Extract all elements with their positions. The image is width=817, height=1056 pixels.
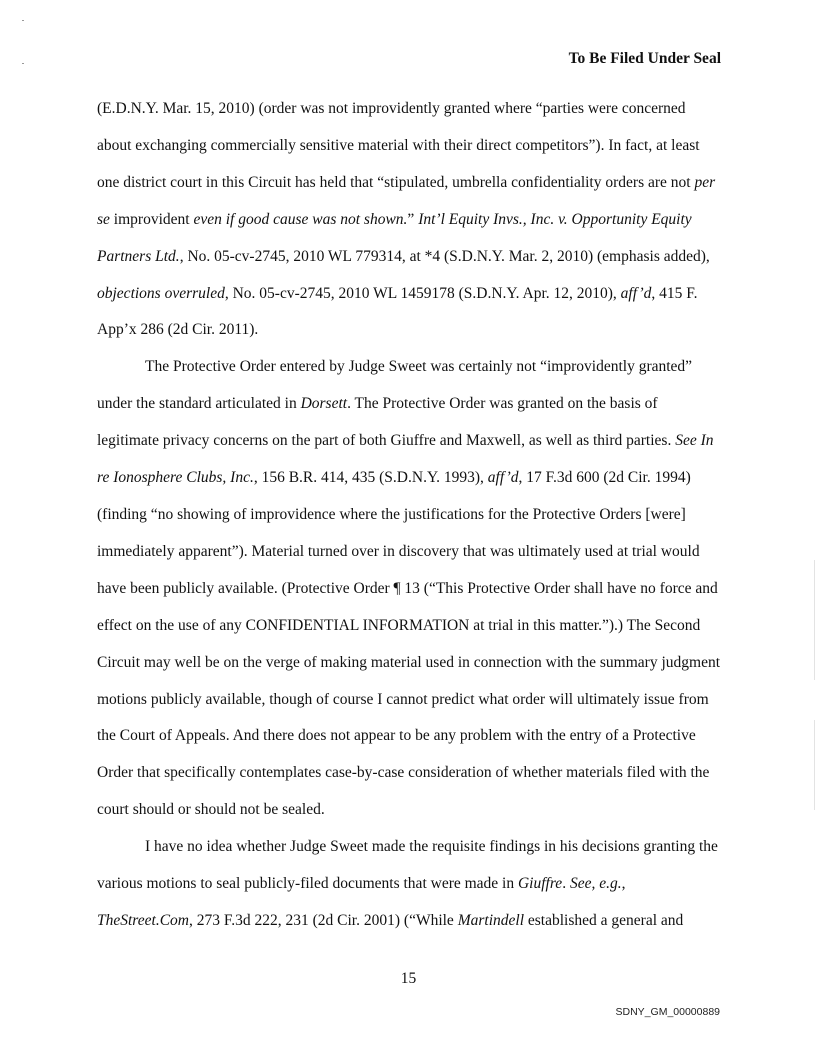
bates-number: SDNY_GM_00000889 <box>615 1006 720 1018</box>
scan-artifact <box>22 63 24 64</box>
paragraph-sealing-findings: I have no idea whether Judge Sweet made the requisite findings in his decisions granting the various motions to seal publicly-filed documents that were made in Giuffre. See, e.g., TheStreet.Com, 273 F.3d 222, 231 (2d Cir. 2001) (“While Martindell established a general and <box>97 838 718 929</box>
seal-header: To Be Filed Under Seal <box>568 50 721 67</box>
page-number: 15 <box>400 970 417 987</box>
scan-edge-line <box>814 720 815 810</box>
paragraph-continuation: (E.D.N.Y. Mar. 15, 2010) (order was not improvidently granted where “parties were concerned about exchanging commercially sensitive material with their direct competitors”). In fact, at least one district court in this Circuit has held that “stipulated, umbrella confidentiality orders are not per se improvident even if good cause was not shown.” Int’l Equity Invs., Inc. v. Opportunity Equity Partners Ltd., No. 05-cv-2745, 2010 WL 779314, at *4 (S.D.N.Y. Mar. 2, 2010) (emphasis added), objections overruled, No. 05-cv-2745, 2010 WL 1459178 (S.D.N.Y. Apr. 12, 2010), aff’d, 415 F. App’x 286 (2d Cir. 2011). <box>97 100 716 339</box>
document-body <box>97 91 722 940</box>
paragraph-protective-order: The Protective Order entered by Judge Sweet was certainly not “improvidently granted” under the standard articulated in Dorsett. The Protective Order was granted on the basis of legitimate privacy concerns on the part of both Giuffre and Maxwell, as well as third parties. See In re Ionosphere Clubs, Inc., 156 B.R. 414, 435 (S.D.N.Y. 1993), aff’d, 17 F.3d 600 (2d Cir. 1994) (finding “no showing of improvidence where the justifications for the Protective Orders [were] immediately apparent”). Material turned over in discovery that was ultimately used at trial would have been publicly available. (Protective Order ¶ 13 (“This Protective Order shall have no force and effect on the use of any CONFIDENTIAL INFORMATION at trial in this matter.”).) The Second Circuit may well be on the verge of making material used in connection with the summary judgment motions publicly available, though of course I cannot predict what order will ultimately issue from the Court of Appeals. And there does not appear to be any problem with the entry of a Protective Order that specifically contemplates case-by-case consideration of whether materials filed with the court should or should not be sealed. <box>97 358 721 819</box>
scan-artifact <box>22 20 24 21</box>
scan-edge-line <box>814 560 815 680</box>
